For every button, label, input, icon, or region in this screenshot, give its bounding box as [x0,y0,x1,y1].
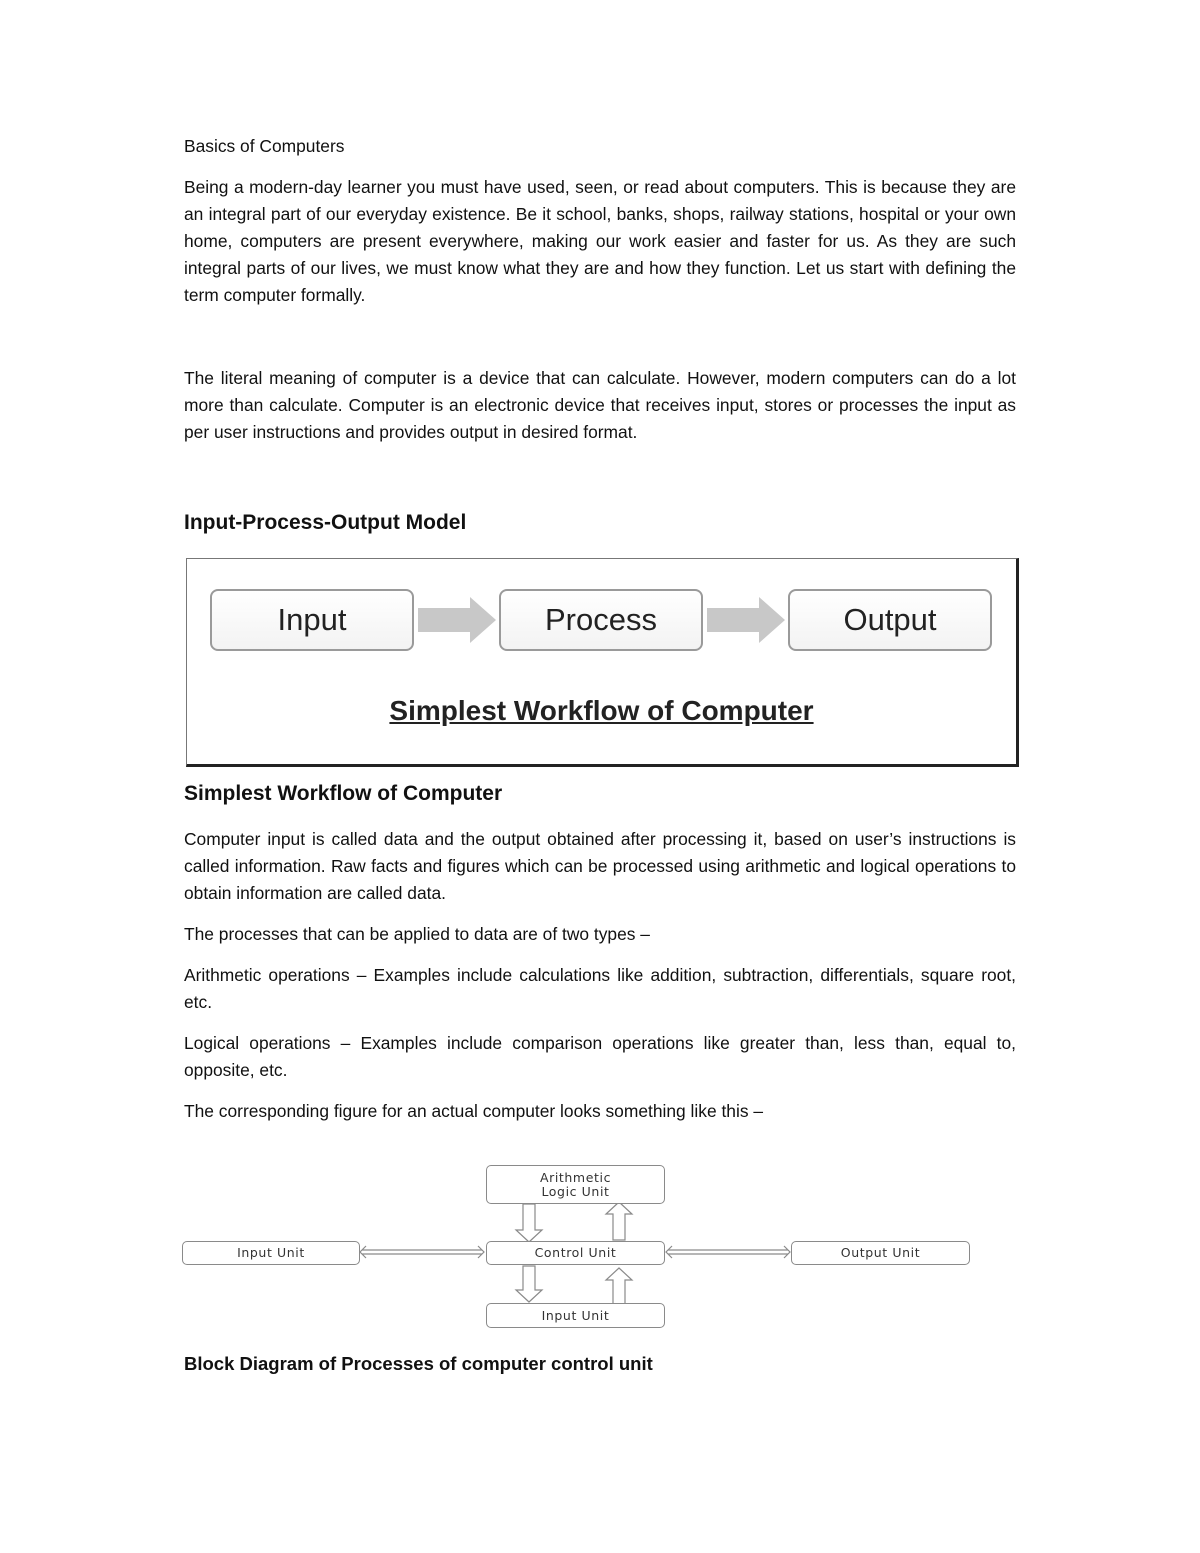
alu-label-line1: Arithmetic [539,1169,612,1185]
data-paragraph: Computer input is called data and the output obtained after processing it, based on user’s instructions is called information. Raw facts and figures which can be processed using arithmetic and logical operations to obtain information are called data. [184,829,1016,903]
ipo-input-box: Input [210,589,414,651]
down-arrow-icon [516,1266,542,1302]
ipo-figure [186,558,1019,767]
ipo-arrow-icon [418,597,496,643]
input-unit-box: Input Unit [182,1241,360,1265]
control-unit-box: Control Unit [486,1241,665,1265]
ipo-process-box: Process [499,589,703,651]
bottom-input-unit-box: Input Unit [486,1303,665,1328]
definition-paragraph: The literal meaning of computer is a device that can calculate. However, modern computers can do a lot more than calculate. Computer is an electronic device that receives input, stores or processes the input as per user instructions and provides output in desired format. [184,368,1016,442]
ipo-output-box: Output [788,589,992,651]
up-arrow-icon [606,1268,632,1304]
logical-paragraph: Logical operations – Examples include comparison operations like greater than, less than, equal to, opposite, etc. [184,1033,1016,1080]
block-diagram-caption: Block Diagram of Processes of computer control unit [184,1353,653,1374]
ipo-heading: Input-Process-Output Model [184,511,467,534]
alu-box [486,1165,665,1204]
alu-label-line2: Logic Unit [541,1183,610,1199]
block-diagram [180,1162,972,1332]
double-arrow-icon [666,1246,790,1258]
ipo-arrow-icon [707,597,785,643]
intro-paragraph: Being a modern-day learner you must have used, seen, or read about computers. This is because they are an integral part of our everyday existence. Be it school, banks, shops, railway stations, hospital or your own home, computers are present everywhere, making our work easier and faster for us. As they are such integral parts of our lives, we must know what they are and how they function. Let us start with defining the term computer formally. [184,177,1016,305]
figure-caption: Simplest Workflow of Computer [184,782,503,805]
down-arrow-icon [516,1204,542,1242]
double-arrow-icon [360,1246,484,1258]
output-unit-box: Output Unit [791,1241,970,1265]
up-arrow-icon [606,1202,632,1240]
arithmetic-paragraph: Arithmetic operations – Examples include calculations like addition, subtraction, differentials, square root, etc. [184,965,1016,1012]
processes-intro: The processes that can be applied to data are of two types – [184,924,650,944]
ipo-figure-caption: Simplest Workflow of Computer [389,695,814,726]
document-title: Basics of Computers [184,136,345,156]
figure-intro: The corresponding figure for an actual computer looks something like this – [184,1101,764,1121]
